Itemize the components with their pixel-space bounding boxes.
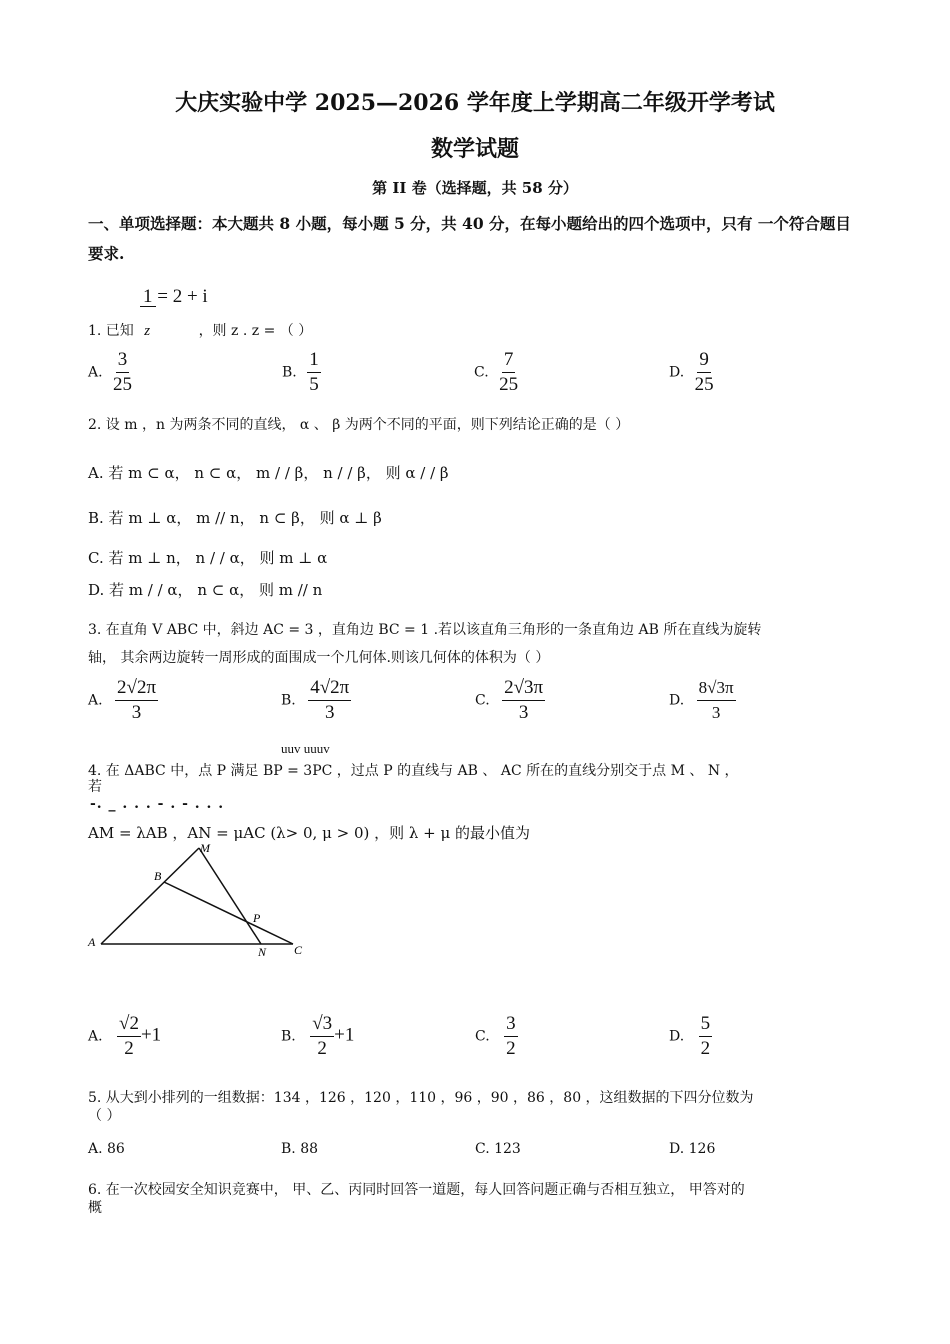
q4-option-a	[88, 1014, 161, 1059]
line-bc	[164, 882, 293, 944]
frac-den: 2	[124, 1038, 134, 1059]
option-label: A.	[88, 1028, 103, 1045]
option-label: B.	[281, 692, 296, 709]
q4-ruo: 若	[88, 779, 102, 795]
frac-num: 3	[116, 350, 130, 373]
frac-den: 2	[317, 1038, 327, 1059]
frac-den: 3	[131, 702, 142, 723]
q5-option-b: B. 88	[281, 1141, 319, 1157]
q1-option-d	[669, 350, 714, 395]
q4-option-d	[669, 1014, 712, 1059]
q1-formula-den: z	[144, 323, 151, 339]
frac-num: 7	[502, 350, 516, 373]
frac-num: 1	[307, 350, 321, 373]
label-n: N	[258, 945, 267, 959]
q3-option-d	[669, 678, 736, 723]
q4-line2: AM = λAB ，AN = μAC (λ> 0, μ > 0) ，则 λ + μ 的最小值为	[88, 824, 531, 842]
option-tail: +1	[334, 1024, 355, 1046]
option-label: A.	[88, 364, 103, 381]
line-am	[101, 848, 199, 944]
section-heading: 一、单项选择题：本大题共 8 小题，每小题 5 分，共 40 分，在每小题给出的四个选项中，只有 一个符合题目要求.	[88, 214, 851, 263]
q5-line1: 5. 从大到小排列的一组数据：134 ，126 ，120 ，110 ，96 ，90 ，86 ，80 ，这组数据的下四分位数为	[88, 1090, 754, 1106]
label-b: B	[154, 869, 162, 883]
option-label: D.	[669, 1028, 685, 1045]
frac-den: 2	[506, 1038, 516, 1059]
exam-title: 大庆实验中学 2025—2026 学年度上学期高二年级开学考试	[175, 90, 775, 116]
q5-line2: （ ）	[88, 1108, 121, 1124]
q3-line1: 3. 在直角 V ABC 中，斜边 AC = 3 ，直角边 BC = 1 .若以该直角三角形的一条直角边 AB 所在直线为旋转	[88, 622, 762, 638]
volume-heading: 第 II 卷（选择题，共 58 分）	[372, 179, 578, 197]
label-p: P	[253, 911, 261, 925]
q3-line2: 轴， 其余两边旋转一周形成的面围成一个几何体.则该几何体的体积为（ ）	[88, 650, 550, 666]
frac-num: √3	[310, 1014, 334, 1037]
frac-den: 25	[694, 374, 714, 395]
option-label: B.	[282, 364, 297, 381]
frac-num: 8√3π	[697, 678, 736, 701]
q5-option-a: A. 86	[88, 1141, 125, 1157]
option-label: D.	[669, 692, 685, 709]
q4-option-c	[475, 1014, 518, 1059]
q2-option-c: C. 若 m ⊥ n， n / / α， 则 m ⊥ α	[88, 549, 328, 567]
q1-formula-num: 1	[143, 286, 153, 307]
frac-den: 25	[113, 374, 133, 395]
q2-option-d: D. 若 m / / α， n ⊂ α， 则 m // n	[88, 581, 323, 599]
label-m: M	[200, 841, 210, 855]
frac-num: 9	[697, 350, 711, 373]
q4-vector-marks: -. _ . . . - . - . . .	[90, 796, 225, 812]
q1-option-c	[474, 350, 518, 395]
q3-option-b	[281, 678, 351, 723]
frac-num: 4√2π	[308, 678, 351, 701]
frac-den: 3	[518, 702, 529, 723]
frac-num: 5	[699, 1014, 713, 1037]
frac-num: √2	[117, 1014, 141, 1037]
label-c: C	[294, 943, 303, 957]
option-label: C.	[475, 692, 490, 709]
q2-option-b: B. 若 m ⊥ α， m // n， n ⊂ β， 则 α ⊥ β	[88, 509, 382, 527]
option-label: C.	[474, 364, 489, 381]
frac-den: 5	[309, 374, 319, 395]
q2-option-a: A. 若 m ⊂ α， n ⊂ α， m / / β， n / / β， 则 α / / β	[88, 464, 449, 482]
line-mn	[199, 848, 261, 944]
q6-line1: 6. 在一次校园安全知识竞赛中， 甲、乙、丙同时回答一道题，每人回答问题正确与否相互独立， 甲答对的	[88, 1182, 745, 1198]
frac-den: 2	[700, 1038, 711, 1059]
option-label: C.	[475, 1028, 490, 1045]
frac-num: 2√2π	[115, 678, 158, 701]
q5-option-c: C. 123	[475, 1141, 521, 1157]
exam-subtitle: 数学试题	[430, 136, 519, 162]
frac-num: 3	[504, 1014, 518, 1037]
q1-option-a	[88, 350, 132, 395]
q3-option-c	[475, 678, 545, 723]
q3-option-a	[88, 678, 158, 723]
frac-den: 3	[324, 702, 335, 723]
q4-vector-arrows: uuv uuuv	[281, 741, 330, 756]
q1-option-b	[282, 350, 321, 395]
option-label: A.	[88, 692, 103, 709]
q1-formula	[143, 286, 208, 308]
q4-option-b	[281, 1014, 354, 1059]
frac-den: 25	[499, 374, 519, 395]
option-label: B.	[281, 1028, 296, 1045]
q1-formula-bar	[140, 306, 156, 307]
q4-triangle-figure	[84, 840, 314, 960]
frac-den: 3	[711, 703, 721, 722]
q4-line1: 4. 在 ΔABC 中，点 P 满足 BP = 3PC ，过点 P 的直线与 AB 、 AC 所在的直线分别交于点 M 、 N ，	[88, 763, 739, 779]
frac-num: 2√3π	[502, 678, 545, 701]
q5-option-d: D. 126	[669, 1141, 716, 1157]
q1-stem-post: ，则 z . z = （ ）	[198, 323, 313, 339]
option-label: D.	[669, 364, 685, 381]
q2-stem: 2. 设 m ，n 为两条不同的直线， α 、 β 为两个不同的平面，则下列结论正确的是（ ）	[88, 417, 630, 433]
label-a: A	[88, 935, 96, 949]
q1-stem-pre: 1. 已知	[88, 323, 134, 339]
q1-formula-rhs: = 2 + i	[157, 286, 208, 307]
q6-line2: 概	[88, 1200, 102, 1216]
q1-stem	[88, 320, 312, 340]
option-tail: +1	[140, 1024, 162, 1046]
